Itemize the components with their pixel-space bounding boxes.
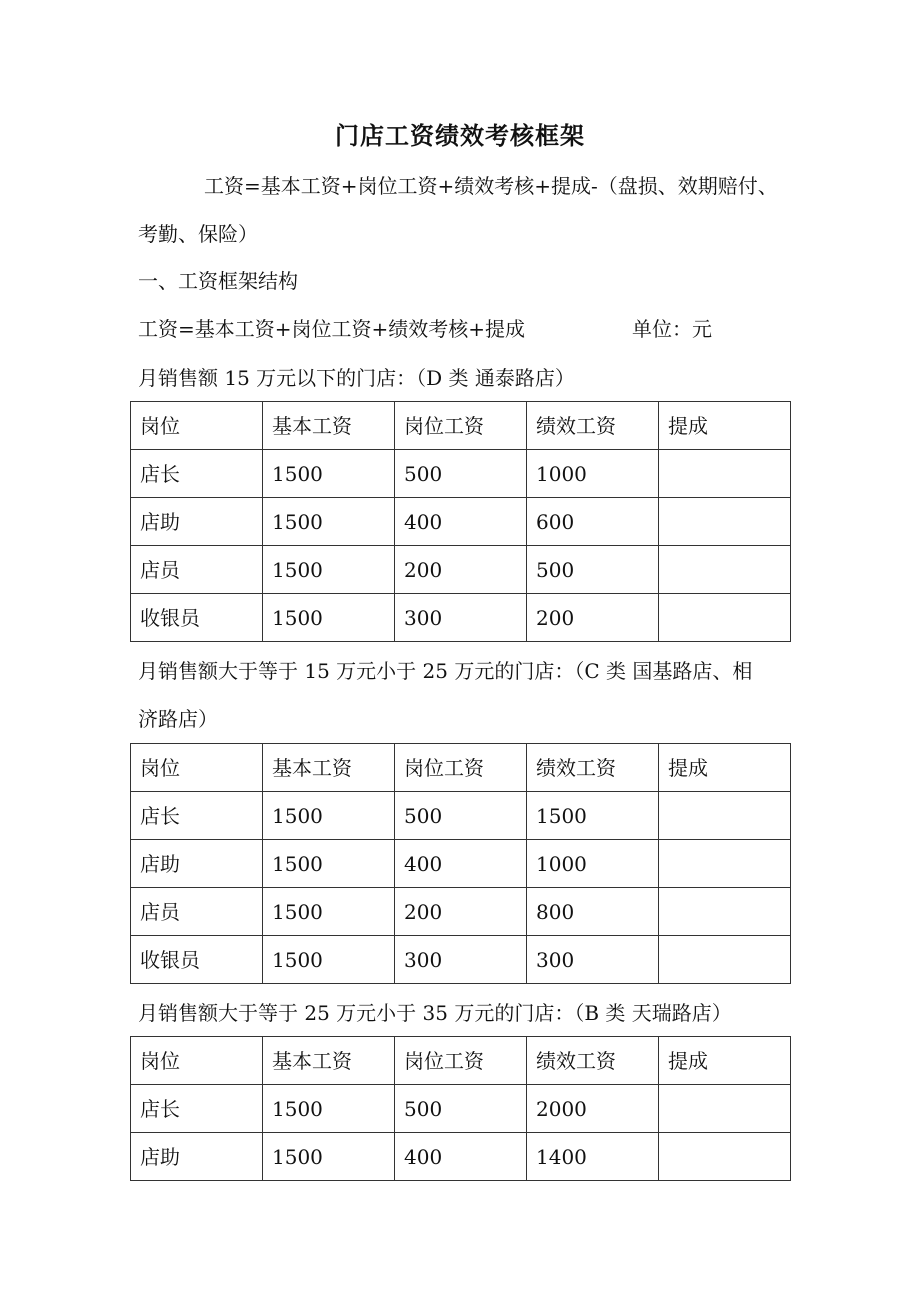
table-cell: 1000: [527, 840, 659, 888]
salary-table-c-class: [130, 743, 791, 984]
table-cell: [659, 840, 791, 888]
table-cell: [659, 1085, 791, 1133]
salary-formula-line-2: 考勤、保险）: [138, 222, 258, 246]
table-cell: [659, 498, 791, 546]
table-cell: [659, 936, 791, 984]
header-cell: 岗位: [131, 1037, 263, 1085]
header-cell: 提成: [659, 1037, 791, 1085]
table-cell: 收银员: [131, 594, 263, 642]
table-cell: 1500: [527, 792, 659, 840]
table-cell: 300: [527, 936, 659, 984]
header-cell: 岗位工资: [395, 402, 527, 450]
table-cell: 1500: [263, 888, 395, 936]
table-header-row: [131, 402, 791, 450]
header-cell: 基本工资: [263, 1037, 395, 1085]
table-row: [131, 936, 791, 984]
table-cell: 1000: [527, 450, 659, 498]
table-cell: 店员: [131, 546, 263, 594]
table-cell: 500: [395, 1085, 527, 1133]
table-cell: 1500: [263, 546, 395, 594]
header-cell: 岗位: [131, 744, 263, 792]
table-cell: 1500: [263, 1085, 395, 1133]
table-cell: 1500: [263, 594, 395, 642]
table-cell: 1500: [263, 498, 395, 546]
header-cell: 基本工资: [263, 402, 395, 450]
table-row: [131, 888, 791, 936]
table-1-caption: 月销售额 15 万元以下的门店：（D 类 通泰路店）: [138, 366, 575, 390]
header-cell: 绩效工资: [527, 402, 659, 450]
salary-table-d-class: [130, 401, 791, 642]
table-cell: 500: [395, 792, 527, 840]
structure-formula: 工资=基本工资+岗位工资+绩效考核+提成: [138, 317, 526, 341]
header-cell: 基本工资: [263, 744, 395, 792]
table-cell: 店员: [131, 888, 263, 936]
table-cell: 1500: [263, 450, 395, 498]
table-cell: 店助: [131, 1133, 263, 1181]
header-cell: 提成: [659, 744, 791, 792]
header-cell: 提成: [659, 402, 791, 450]
table-row: [131, 450, 791, 498]
table-row: [131, 1133, 791, 1181]
table-cell: 1500: [263, 936, 395, 984]
table-header-row: [131, 1037, 791, 1085]
table-cell: 店长: [131, 792, 263, 840]
table-cell: 500: [527, 546, 659, 594]
header-cell: 岗位工资: [395, 1037, 527, 1085]
table-2-caption-line-1: 月销售额大于等于 15 万元小于 25 万元的门店：（C 类 国基路店、相: [138, 659, 753, 683]
header-cell: 岗位工资: [395, 744, 527, 792]
header-cell: 绩效工资: [527, 744, 659, 792]
table-cell: 1500: [263, 792, 395, 840]
table-cell: 500: [395, 450, 527, 498]
table-cell: [659, 888, 791, 936]
table-header-row: [131, 744, 791, 792]
table-cell: 600: [527, 498, 659, 546]
table-row: [131, 840, 791, 888]
table-cell: 300: [395, 936, 527, 984]
section-heading-1: 一、工资框架结构: [138, 269, 298, 293]
table-cell: 店长: [131, 450, 263, 498]
table-row: [131, 1085, 791, 1133]
table-cell: 200: [395, 888, 527, 936]
table-cell: 店长: [131, 1085, 263, 1133]
header-cell: 绩效工资: [527, 1037, 659, 1085]
table-cell: 2000: [527, 1085, 659, 1133]
table-cell: [659, 546, 791, 594]
table-cell: [659, 1133, 791, 1181]
table-cell: [659, 450, 791, 498]
table-cell: 1500: [263, 1133, 395, 1181]
table-cell: 400: [395, 498, 527, 546]
table-cell: 1400: [527, 1133, 659, 1181]
table-row: [131, 594, 791, 642]
table-cell: 店助: [131, 840, 263, 888]
salary-table-b-class: [130, 1036, 791, 1181]
table-cell: [659, 594, 791, 642]
salary-formula-line-1: 工资=基本工资+岗位工资+绩效考核+提成-（盘损、效期赔付、: [204, 174, 778, 198]
table-row: [131, 498, 791, 546]
table-cell: 店助: [131, 498, 263, 546]
table-cell: 1500: [263, 840, 395, 888]
table-cell: 200: [395, 546, 527, 594]
unit-label: 单位：元: [632, 317, 712, 341]
table-cell: 收银员: [131, 936, 263, 984]
header-cell: 岗位: [131, 402, 263, 450]
table-row: [131, 792, 791, 840]
table-3-caption: 月销售额大于等于 25 万元小于 35 万元的门店：（B 类 天瑞路店）: [138, 1001, 732, 1025]
table-cell: 300: [395, 594, 527, 642]
table-2-caption-line-2: 济路店）: [138, 707, 218, 731]
table-row: [131, 546, 791, 594]
table-cell: [659, 792, 791, 840]
table-cell: 800: [527, 888, 659, 936]
table-cell: 200: [527, 594, 659, 642]
table-cell: 400: [395, 1133, 527, 1181]
document-title: 门店工资绩效考核框架: [335, 121, 585, 150]
table-cell: 400: [395, 840, 527, 888]
